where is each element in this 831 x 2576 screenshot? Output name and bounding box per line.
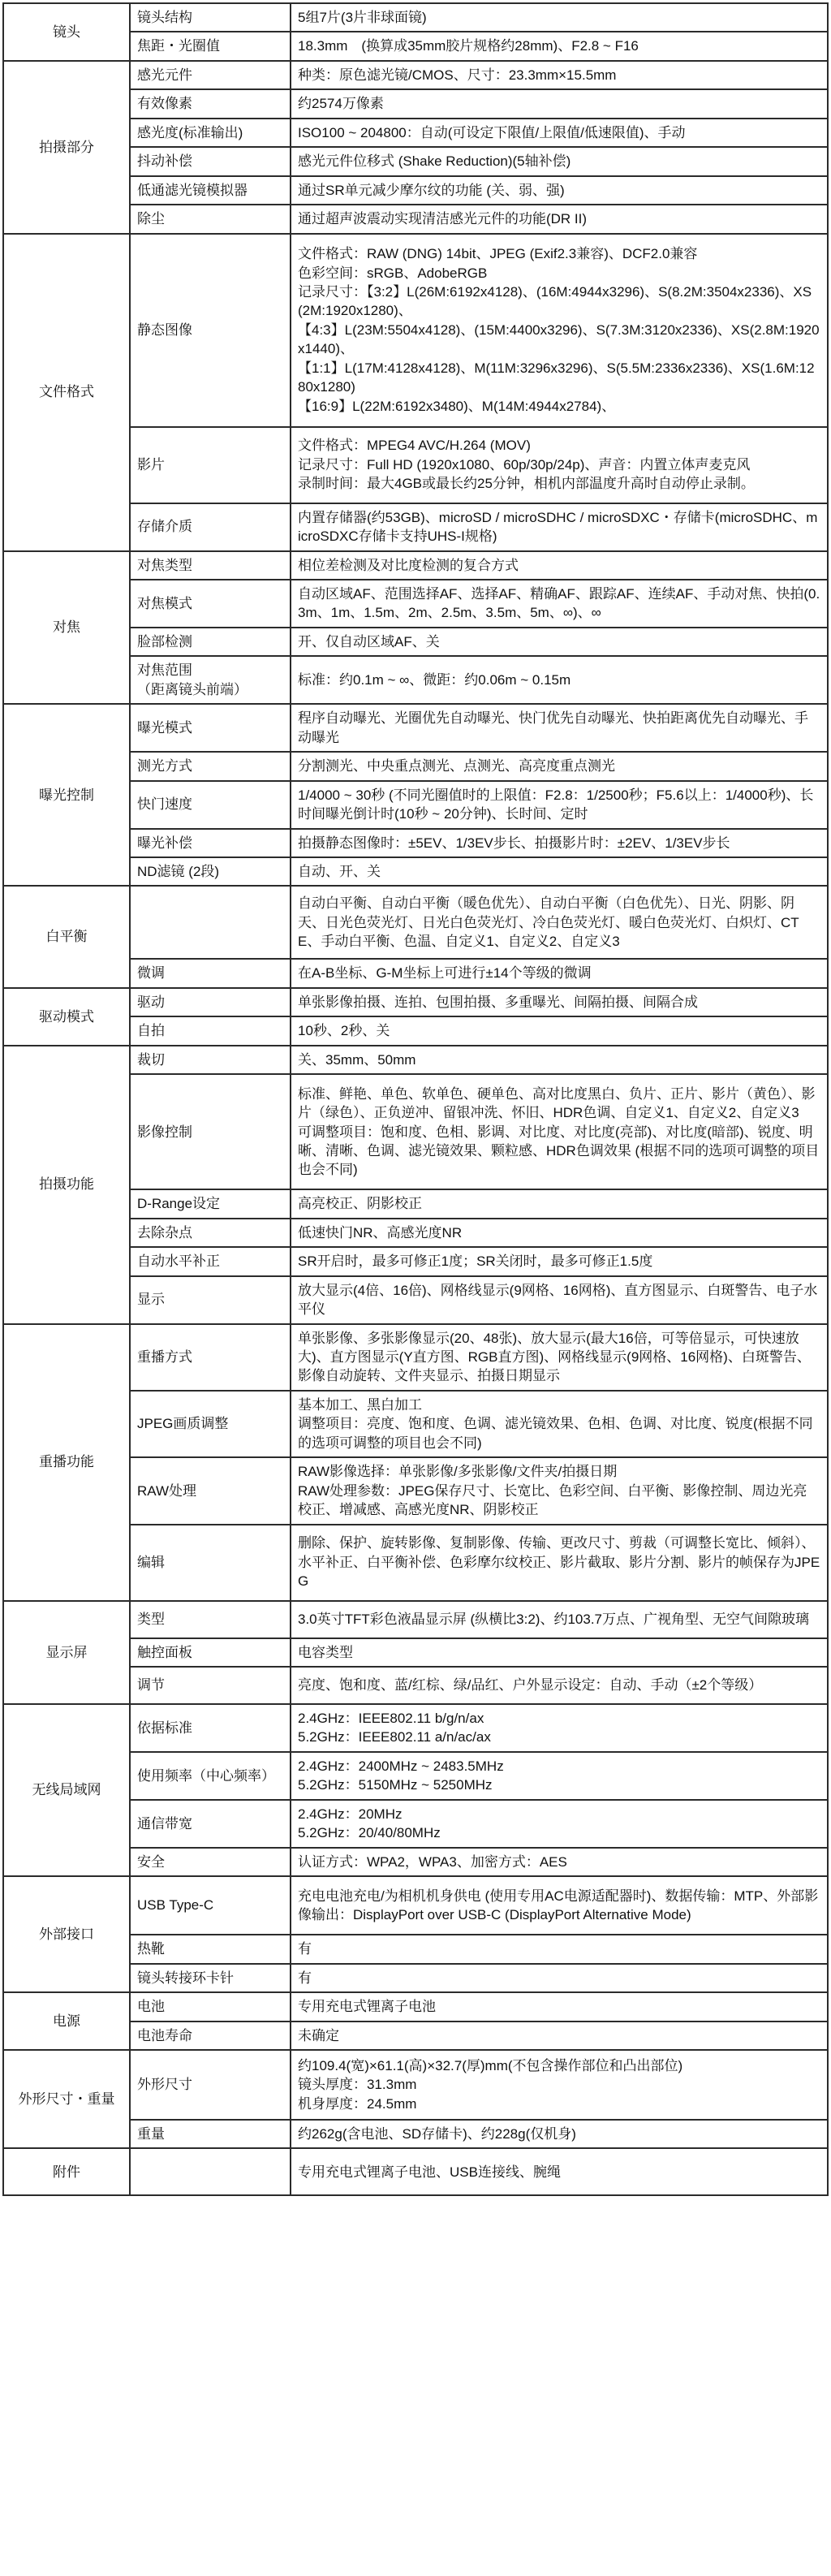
item-name-cell: ND滤镜 (2段) [130, 857, 291, 886]
spec-value-cell: 有 [291, 1964, 828, 1992]
item-name-cell: 通信带宽 [130, 1800, 291, 1848]
spec-value-cell: 种类：原色滤光镜/CMOS、尺寸：23.3mm×15.5mm [291, 61, 828, 89]
spec-value-cell: 专用充电式锂离子电池 [291, 1992, 828, 2021]
spec-value-cell: 文件格式：RAW (DNG) 14bit、JPEG (Exif2.3兼容)、DCF2.0兼容 色彩空间：sRGB、AdobeRGB 记录尺寸：【3:2】L(26M:6192x4128)、(16M:4944x3296)、S(8.2M:3504x2336)、XS(2M:1920x1280)、 【4:3】L(23M:5504x4128)、(15M:4400x3296)、S(7.3M:3120x2336)、XS(2.8M:1920x1440)、 【1:1】L(17M:4128x4128)、M(11M:3296x3296)、S(5.5M:2336x2336)、XS(1.6M:1280x1280) 【16:9】L(22M:6192x3480)、M(14M:4944x2784)、 [291, 234, 828, 427]
spec-value-cell: 自动白平衡、自动白平衡（暖色优先）、自动白平衡（白色优先）、日光、阴影、阴天、日光色荧光灯、日光白色荧光灯、冷白色荧光灯、暖白色荧光灯、白炽灯、CTE、手动白平衡、色温、自定义1、自定义2、自定义3 [291, 886, 828, 959]
spec-value-cell: 电容类型 [291, 1638, 828, 1667]
item-name-cell: 镜头转接环卡针 [130, 1964, 291, 1992]
spec-value-cell: 开、仅自动区域AF、关 [291, 628, 828, 656]
item-name-cell: 镜头结构 [130, 3, 291, 32]
spec-value-cell: 2.4GHz：IEEE802.11 b/g/n/ax 5.2GHz：IEEE802.11 a/n/ac/ax [291, 1704, 828, 1752]
spec-row [3, 61, 828, 89]
spec-value-cell: 亮度、饱和度、蓝/红棕、绿/品红、户外显示设定：自动、手动（±2个等级） [291, 1667, 828, 1704]
spec-value-cell: 高亮校正、阴影校正 [291, 1189, 828, 1218]
spec-value-cell: 低速快门NR、高感光度NR [291, 1219, 828, 1247]
item-name-cell: 类型 [130, 1601, 291, 1638]
spec-value-cell: 约2574万像素 [291, 89, 828, 118]
spec-row [3, 1046, 828, 1074]
spec-value-cell: 10秒、2秒、关 [291, 1016, 828, 1045]
spec-value-cell: 5组7片(3片非球面镜) [291, 3, 828, 32]
spec-value-cell: 18.3mm (换算成35mm胶片规格约28mm)、F2.8 ~ F16 [291, 32, 828, 60]
item-name-cell: 调节 [130, 1667, 291, 1704]
spec-value-cell: 程序自动曝光、光圈优先自动曝光、快门优先自动曝光、快拍距离优先自动曝光、手动曝光 [291, 704, 828, 752]
spec-row [3, 886, 828, 959]
spec-value-cell: 文件格式：MPEG4 AVC/H.264 (MOV) 记录尺寸：Full HD (1920x1080、60p/30p/24p)、声音：内置立体声麦克风 录制时间：最大4GB或最长约25分钟，相机内部温度升高时自动停止录制。 [291, 427, 828, 503]
spec-value-cell: 通过SR单元减少摩尔纹的功能 (关、弱、强) [291, 176, 828, 205]
item-name-cell: 重播方式 [130, 1324, 291, 1391]
spec-value-cell: 约109.4(宽)×61.1(高)×32.7(厚)mm(不包含操作部位和凸出部位) 镜头厚度：31.3mm 机身厚度：24.5mm [291, 2050, 828, 2120]
category-cell: 附件 [3, 2148, 130, 2195]
item-name-cell: 电池寿命 [130, 2022, 291, 2050]
spec-value-cell: 拍摄静态图像时：±5EV、1/3EV步长、拍摄影片时：±2EV、1/3EV步长 [291, 829, 828, 857]
item-name-cell: 对焦范围 （距离镜头前端） [130, 656, 291, 704]
spec-value-cell: 基本加工、黑白加工 调整项目：亮度、饱和度、色调、滤光镜效果、色相、色调、对比度、锐度(根据不同的选项可调整的项目也会不同) [291, 1391, 828, 1457]
spec-value-cell: 未确定 [291, 2022, 828, 2050]
item-name-cell: 安全 [130, 1848, 291, 1876]
item-name-cell: 感光度(标准输出) [130, 119, 291, 147]
spec-row [3, 234, 828, 427]
spec-row [3, 1601, 828, 1638]
spec-table-body [3, 3, 828, 2195]
item-name-cell: 快门速度 [130, 781, 291, 829]
item-name-cell: 抖动补偿 [130, 147, 291, 175]
category-cell: 外形尺寸・重量 [3, 2050, 130, 2148]
item-name-cell: 焦距・光圈值 [130, 32, 291, 60]
category-cell: 拍摄部分 [3, 61, 130, 234]
item-name-cell: 自动水平补正 [130, 1247, 291, 1275]
item-name-cell: 曝光模式 [130, 704, 291, 752]
category-cell: 重播功能 [3, 1324, 130, 1601]
item-name-cell: 感光元件 [130, 61, 291, 89]
item-name-cell: 影片 [130, 427, 291, 503]
category-cell: 拍摄功能 [3, 1046, 130, 1324]
item-name-cell: 显示 [130, 1276, 291, 1324]
item-name-cell: 重量 [130, 2120, 291, 2148]
item-name-cell: 微调 [130, 959, 291, 987]
spec-value-cell: 单张影像、多张影像显示(20、48张)、放大显示(最大16倍，可等倍显示，可快速放大)、直方图显示(Y直方图、RGB直方图)、网格线显示(9网格、16网格)、白斑警告、影像自动旋转、文件夹显示、拍摄日期显示 [291, 1324, 828, 1391]
item-name-cell: 静态图像 [130, 234, 291, 427]
item-name-cell: 存储介质 [130, 503, 291, 551]
item-name-cell: 热靴 [130, 1935, 291, 1963]
spec-table [2, 2, 829, 2196]
spec-value-cell: 自动区域AF、范围选择AF、选择AF、精确AF、跟踪AF、连续AF、手动对焦、快拍(0.3m、1m、1.5m、2m、2.5m、3.5m、5m、∞)、∞ [291, 580, 828, 628]
spec-value-cell: 删除、保护、旋转影像、复制影像、传输、更改尺寸、剪裁（可调整长宽比、倾斜）、水平补正、白平衡补偿、色彩摩尔纹校正、影片截取、影片分割、影片的帧保存为JPEG [291, 1525, 828, 1601]
category-cell: 文件格式 [3, 234, 130, 551]
spec-value-cell: ISO100 ~ 204800：自动(可设定下限值/上限值/低速限值)、手动 [291, 119, 828, 147]
item-name-cell: 编辑 [130, 1525, 291, 1601]
spec-value-cell: 分割测光、中央重点测光、点测光、高亮度重点测光 [291, 752, 828, 780]
category-cell: 无线局域网 [3, 1704, 130, 1876]
spec-value-cell: 认证方式：WPA2，WPA3、加密方式：AES [291, 1848, 828, 1876]
category-cell: 白平衡 [3, 886, 130, 987]
spec-value-cell: 专用充电式锂离子电池、USB连接线、腕绳 [291, 2148, 828, 2195]
spec-row [3, 2050, 828, 2120]
category-cell: 驱动模式 [3, 988, 130, 1046]
spec-row [3, 704, 828, 752]
item-name-cell: 对焦模式 [130, 580, 291, 628]
item-name-cell [130, 2148, 291, 2195]
spec-value-cell: 约262g(含电池、SD存储卡)、约228g(仅机身) [291, 2120, 828, 2148]
spec-value-cell: 自动、开、关 [291, 857, 828, 886]
spec-value-cell: 3.0英寸TFT彩色液晶显示屏 (纵横比3:2)、约103.7万点、广视角型、无空气间隙玻璃 [291, 1601, 828, 1638]
spec-value-cell: 通过超声波震动实现清洁感光元件的功能(DR II) [291, 205, 828, 233]
item-name-cell: D-Range设定 [130, 1189, 291, 1218]
item-name-cell: 除尘 [130, 205, 291, 233]
item-name-cell: JPEG画质调整 [130, 1391, 291, 1457]
spec-value-cell: SR开启时，最多可修正1度；SR关闭时，最多可修正1.5度 [291, 1247, 828, 1275]
spec-value-cell: 感光元件位移式 (Shake Reduction)(5轴补偿) [291, 147, 828, 175]
item-name-cell: 对焦类型 [130, 551, 291, 580]
spec-row [3, 3, 828, 32]
spec-row [3, 1704, 828, 1752]
item-name-cell: 去除杂点 [130, 1219, 291, 1247]
item-name-cell: 影像控制 [130, 1074, 291, 1189]
item-name-cell: RAW处理 [130, 1457, 291, 1524]
category-cell: 曝光控制 [3, 704, 130, 886]
spec-row [3, 1876, 828, 1935]
category-cell: 镜头 [3, 3, 130, 61]
item-name-cell: 有效像素 [130, 89, 291, 118]
item-name-cell: 触控面板 [130, 1638, 291, 1667]
item-name-cell: 裁切 [130, 1046, 291, 1074]
spec-value-cell: 有 [291, 1935, 828, 1963]
category-cell: 对焦 [3, 551, 130, 705]
spec-value-cell: 放大显示(4倍、16倍)、网格线显示(9网格、16网格)、直方图显示、白斑警告、电子水平仪 [291, 1276, 828, 1324]
spec-value-cell: 2.4GHz：20MHz 5.2GHz：20/40/80MHz [291, 1800, 828, 1848]
spec-value-cell: 1/4000 ~ 30秒 (不同光圈值时的上限值：F2.8：1/2500秒；F5.6以上：1/4000秒)、长时间曝光倒计时(10秒 ~ 20分钟)、长时间、定时 [291, 781, 828, 829]
item-name-cell: 驱动 [130, 988, 291, 1016]
category-cell: 电源 [3, 1992, 130, 2050]
spec-value-cell: RAW影像选择：单张影像/多张影像/文件夹/拍摄日期 RAW处理参数：JPEG保存尺寸、长宽比、色彩空间、白平衡、影像控制、周边光亮校正、增减感、高感光度NR、阴影校正 [291, 1457, 828, 1524]
spec-value-cell: 相位差检测及对比度检测的复合方式 [291, 551, 828, 580]
spec-row [3, 1992, 828, 2021]
spec-value-cell: 2.4GHz：2400MHz ~ 2483.5MHz 5.2GHz：5150MHz ~ 5250MHz [291, 1752, 828, 1800]
item-name-cell: USB Type-C [130, 1876, 291, 1935]
item-name-cell: 曝光补偿 [130, 829, 291, 857]
item-name-cell: 自拍 [130, 1016, 291, 1045]
item-name-cell: 低通滤光镜模拟器 [130, 176, 291, 205]
spec-row [3, 2148, 828, 2195]
spec-row [3, 988, 828, 1016]
item-name-cell: 测光方式 [130, 752, 291, 780]
spec-row [3, 1324, 828, 1391]
category-cell: 显示屏 [3, 1601, 130, 1704]
item-name-cell: 外形尺寸 [130, 2050, 291, 2120]
spec-value-cell: 关、35mm、50mm [291, 1046, 828, 1074]
item-name-cell: 脸部检测 [130, 628, 291, 656]
spec-value-cell: 充电电池充电/为相机机身供电 (使用专用AC电源适配器时)、数据传输：MTP、外部影像输出：DisplayPort over USB-C (DisplayPort Alternative Mode) [291, 1876, 828, 1935]
item-name-cell: 使用频率（中心频率） [130, 1752, 291, 1800]
item-name-cell [130, 886, 291, 959]
spec-value-cell: 内置存储器(约53GB)、microSD / microSDHC / microSDXC・存储卡(microSDHC、microSDXC存储卡支持UHS-I规格) [291, 503, 828, 551]
spec-value-cell: 标准、鲜艳、单色、软单色、硬单色、高对比度黑白、负片、正片、影片（黄色）、影片（绿色）、正负逆冲、留银冲洗、怀旧、HDR色调、自定义1、自定义2、自定义3 可调整项目：饱和度、色相、影调、对比度、对比度(亮部)、对比度(暗部)、锐度、明晰、清晰、色调、滤光镜效果、颗粒感、HDR色调效果 (根据不同的选项可调整的项目也会不同) [291, 1074, 828, 1189]
spec-row [3, 551, 828, 580]
category-cell: 外部接口 [3, 1876, 130, 1992]
spec-value-cell: 单张影像拍摄、连拍、包围拍摄、多重曝光、间隔拍摄、间隔合成 [291, 988, 828, 1016]
item-name-cell: 依据标准 [130, 1704, 291, 1752]
spec-value-cell: 在A-B坐标、G-M坐标上可进行±14个等级的微调 [291, 959, 828, 987]
item-name-cell: 电池 [130, 1992, 291, 2021]
spec-value-cell: 标准：约0.1m ~ ∞、微距：约0.06m ~ 0.15m [291, 656, 828, 704]
